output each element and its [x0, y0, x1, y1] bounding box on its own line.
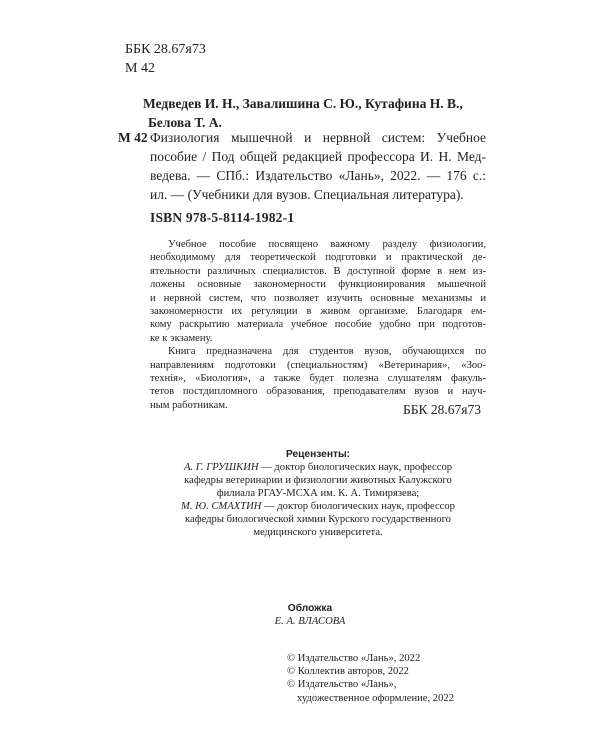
- abstract-line: технія», «Биология», а также будет полезна слушателям факуль-: [150, 373, 486, 385]
- cover-credit: [250, 602, 370, 628]
- cover-title: Обложка: [287, 603, 333, 614]
- bbk-header: [125, 40, 206, 78]
- reviewer-2-name: М. Ю. СМАХТИН: [181, 501, 262, 512]
- reviewer-1-role: — доктор биологических наук, профессор: [258, 462, 453, 473]
- copyright-line: © Коллектив авторов, 2022: [287, 666, 409, 678]
- reviewer-1-name: А. Г. ГРУШКИН: [183, 462, 259, 473]
- abstract-line: и нервной систем, что позволяет изучить основные механизмы и: [150, 292, 486, 304]
- abstract-line: ятельности различных специалистов. В доступной форме в нем из-: [150, 265, 486, 277]
- cover-designer: Е. А. ВЛАСОВА: [274, 616, 346, 627]
- bbk-footer: ББК 28.67я73: [403, 402, 481, 417]
- bibliographic-description: [150, 128, 486, 204]
- reviewers: [150, 448, 486, 539]
- copyright-block: [287, 652, 454, 705]
- abstract-line: ке к экзамену.: [150, 332, 213, 344]
- reviewer-2-line-1: [150, 500, 486, 513]
- reviewers-title: Рецензенты:: [285, 449, 351, 460]
- abstract-line: необходимому для теоретической подготовки и практической де-: [150, 252, 486, 264]
- abstract-line: кому раскрытию материала учебное пособие удобно при подготов-: [150, 319, 486, 331]
- biblio-line: ведева. — СПб.: Издательство «Лань», 2022. — 176 с.:: [150, 168, 486, 183]
- reviewer-2-line-3: медицинского университета.: [253, 527, 383, 538]
- authors-line-1: Медведев И. Н., Завалишина С. Ю., Кутафина Н. В.,: [143, 96, 463, 111]
- abstract-line: направлениям подготовки (специальностям) «Ветеринария», «Зоо-: [150, 359, 486, 371]
- authors-line-2: Белова Т. А.: [148, 115, 222, 130]
- reviewer-2-line-2: кафедры биологической химии Курского государственного: [185, 514, 451, 525]
- reviewer-1-line-1: [150, 461, 486, 474]
- author-mark: М 42: [125, 61, 155, 76]
- abstract-line: Книга предназначена для студентов вузов, обучающихся по: [168, 346, 486, 358]
- reviewer-2-role: — доктор биологических наук, профессор: [261, 501, 455, 512]
- abstract-line: тетов постдипломного образования, преподавателям вузов и науч-: [150, 386, 486, 398]
- catalog-mark: М 42: [118, 130, 148, 145]
- bbk-code: ББК 28.67я73: [125, 42, 206, 57]
- reviewer-1-line-3: филиала РГАУ-МСХА им. К. А. Тимирязева;: [216, 488, 420, 499]
- isbn: ISBN 978-5-8114-1982-1: [150, 210, 295, 225]
- copyright-line: © Издательство «Лань», 2022: [287, 653, 421, 664]
- abstract-line: Учебное пособие посвящено важному разделу физиологии,: [168, 239, 486, 250]
- biblio-line: пособие / Под общей редакцией профессора И. Н. Мед-: [150, 149, 486, 164]
- copyright-line: © Издательство «Лань»,: [287, 679, 397, 691]
- biblio-line: Физиология мышечной и нервной систем: Учебное: [150, 130, 486, 145]
- copyright-line: художественное оформление, 2022: [297, 692, 454, 704]
- abstract-line: закономерности их регуляции в живом организме. Благодаря ем-: [150, 306, 486, 318]
- biblio-line: ил. — (Учебники для вузов. Специальная литература).: [150, 187, 464, 202]
- abstract: [150, 238, 486, 412]
- reviewer-1-line-2: кафедры ветеринарии и физиологии животных Калужского: [184, 475, 452, 486]
- authors: [143, 94, 463, 132]
- abstract-line: ложены основные закономерности функционирования мышечной: [150, 279, 486, 291]
- abstract-line: ным работникам.: [150, 399, 228, 411]
